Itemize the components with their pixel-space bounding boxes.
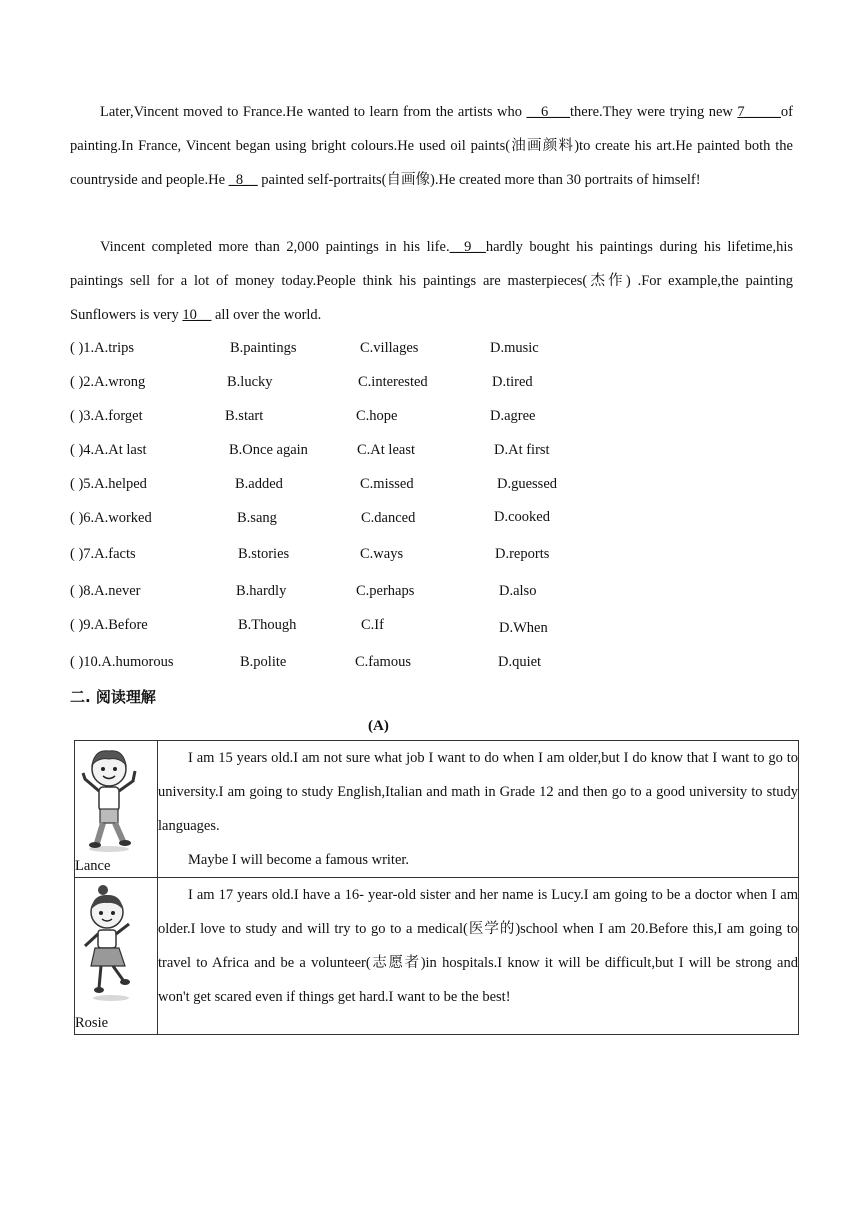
option-b: B.paintings — [230, 340, 297, 356]
question-number: ( )6.A.worked — [70, 510, 152, 526]
question-number: ( )9.A.Before — [70, 617, 148, 633]
option-d: D.music — [490, 340, 539, 356]
question-number: ( )4.A.At last — [70, 442, 147, 458]
section-title: 二. 阅读理解 — [70, 688, 156, 706]
passage-paragraph-1 — [70, 95, 793, 197]
statement-paragraph: I am 17 years old.I have a 16- year-old sister and her name is Lucy.I am going to be a doctor when I am older.I love to study and will try to go to a medical(医学的)school when I am 20.Before this,I am going to travel to Africa and be a volunteer(志愿者)in hospitals.I know it will be difficult,but I will be strong and won't get scared even if things get hard.I want to be the best! — [158, 887, 798, 1005]
option-b: B.sang — [237, 510, 277, 526]
picture-cell — [75, 878, 158, 1035]
question-number: ( )10.A.humorous — [70, 654, 174, 670]
option-c: C.danced — [361, 510, 416, 526]
passage-text: hardly bought his paintings during his lifetime,his paintings sell for a lot of money today.People think his paintings are masterpieces(杰作) .For example,the painting Sunflowers is very — [70, 239, 793, 323]
girl-illustration — [79, 884, 139, 1002]
option-c: C.ways — [360, 546, 404, 562]
option-d: D.reports — [495, 546, 550, 562]
option-d: D.quiet — [498, 654, 542, 670]
question-number: ( )2.A.wrong — [70, 374, 146, 390]
option-d: D.agree — [490, 408, 536, 424]
question-number: ( )1.A.trips — [70, 340, 135, 356]
option-c: C.If — [361, 617, 384, 633]
option-b: B.hardly — [236, 583, 287, 599]
option-b: B.added — [235, 476, 283, 492]
text-cell — [158, 741, 799, 878]
option-c: C.At least — [357, 442, 415, 458]
option-c: C.famous — [355, 654, 411, 670]
boy-illustration — [79, 745, 139, 853]
option-d: D.tired — [492, 374, 533, 390]
passage-text: Vincent completed more than 2,000 paintings in his life. — [100, 239, 450, 255]
question-number: ( )8.A.never — [70, 583, 141, 599]
option-c: C.perhaps — [356, 583, 415, 599]
passage-text: of painting.In France, Vincent began using bright colours.He used oil paints(油画颜料)to create his art.He painted both the countryside and people.He — [70, 104, 793, 188]
passage-paragraph-2 — [70, 230, 793, 332]
passage-text: all over the world. — [211, 307, 322, 323]
student-name: Lance — [75, 858, 111, 874]
option-b: B.start — [225, 408, 264, 424]
table-row — [75, 878, 799, 1035]
option-b: B.lucky — [227, 374, 273, 390]
question-number: ( )3.A.forget — [70, 408, 143, 424]
question-number: ( )5.A.helped — [70, 476, 147, 492]
text-cell — [158, 878, 799, 1035]
blank-10: 10__ — [182, 307, 212, 323]
option-b: B.Once again — [229, 442, 308, 458]
passage-text: Later,Vincent moved to France.He wanted to learn from the artists who — [100, 104, 527, 120]
blank-7: 7_____ — [737, 104, 781, 120]
student-name: Rosie — [75, 1015, 109, 1031]
blank-8: _8__ — [228, 172, 258, 188]
option-d: D.At first — [494, 442, 550, 458]
blank-9: __9__ — [449, 239, 486, 255]
section-subtitle: (A) — [368, 718, 389, 734]
reading-table — [74, 740, 799, 1035]
option-c: C.missed — [360, 476, 414, 492]
picture-cell — [75, 741, 158, 878]
option-c: C.interested — [358, 374, 428, 390]
statement-paragraph: Maybe I will become a famous writer. — [188, 852, 410, 868]
option-d: D.also — [499, 583, 537, 599]
passage-text: there.They were trying new — [570, 104, 738, 120]
question-number: ( )7.A.facts — [70, 546, 136, 562]
option-b: B.stories — [238, 546, 290, 562]
option-c: C.hope — [356, 408, 398, 424]
student-statement — [158, 878, 798, 1014]
option-b: B.polite — [240, 654, 287, 670]
option-d: D.When — [499, 620, 548, 636]
blank-6: __6___ — [526, 104, 571, 120]
option-b: B.Though — [238, 617, 297, 633]
table-row — [75, 741, 799, 878]
student-statement — [158, 741, 798, 877]
passage-text: painted self-portraits(自画像).He created more than 30 portraits of himself! — [257, 172, 701, 188]
option-c: C.villages — [360, 340, 419, 356]
statement-paragraph: I am 15 years old.I am not sure what job I want to do when I am older,but I do know that I want to go to university.I am going to study English,Italian and math in Grade 12 and then go to a good university to study languages. — [158, 750, 798, 834]
option-d: D.cooked — [494, 509, 550, 525]
option-d: D.guessed — [497, 476, 558, 492]
